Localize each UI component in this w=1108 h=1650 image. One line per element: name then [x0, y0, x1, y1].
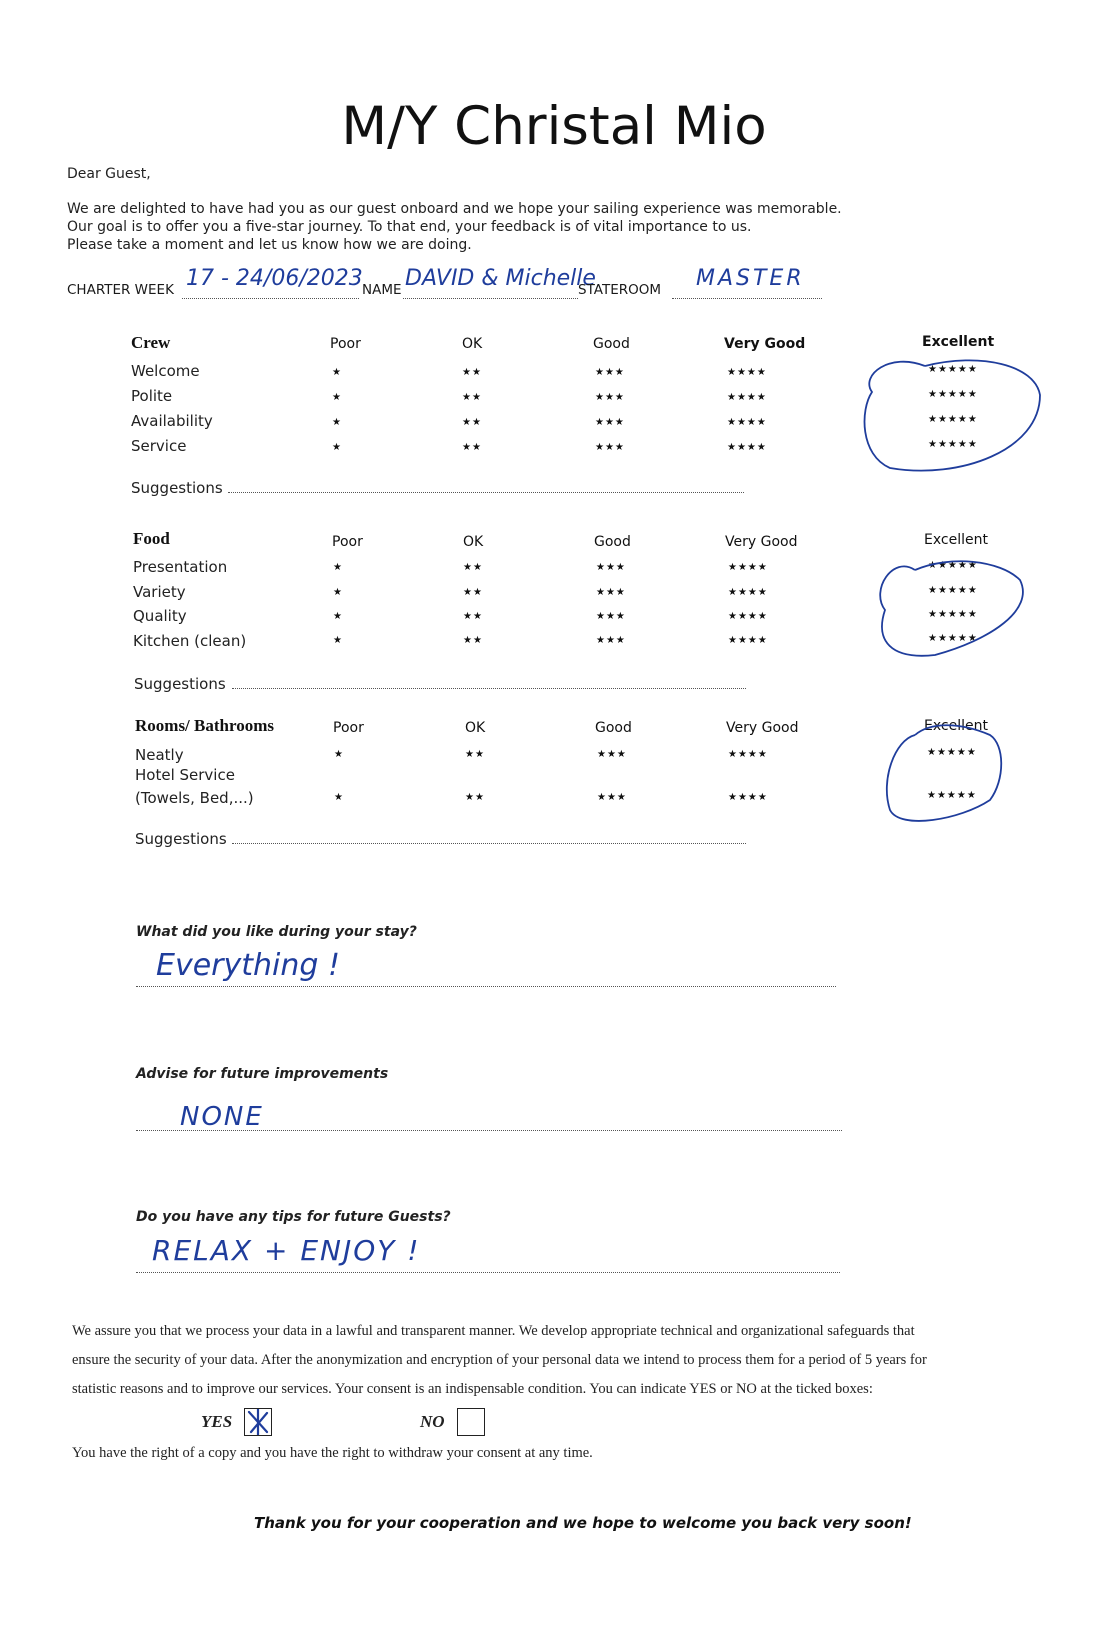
rooms-col-ok: OK [465, 720, 486, 736]
name-label: NAME [362, 282, 402, 298]
rooms-col-excellent: Excellent [924, 718, 988, 734]
stateroom-value[interactable]: MASTER [696, 266, 805, 291]
answer-liked-line [136, 986, 836, 987]
crew-polite-very-good[interactable]: ★★★★ [727, 392, 767, 403]
food-quality-poor[interactable]: ★ [333, 611, 343, 622]
check-mark-icon [245, 1409, 271, 1435]
intro-line-1: We are delighted to have had you as our guest onboard and we hope your sailing experience was memorable. [67, 201, 842, 217]
crew-welcome-good[interactable]: ★★★ [595, 367, 625, 378]
crew-welcome-very-good[interactable]: ★★★★ [727, 367, 767, 378]
food-quality-very-good[interactable]: ★★★★ [728, 611, 768, 622]
food-quality-excellent[interactable]: ★★★★★ [928, 609, 978, 620]
food-kitchen-poor[interactable]: ★ [333, 635, 343, 646]
food-col-excellent: Excellent [924, 532, 988, 548]
crew-welcome-ok[interactable]: ★★ [462, 367, 482, 378]
crew-availability-excellent[interactable]: ★★★★★ [928, 414, 978, 425]
rooms-col-good: Good [595, 720, 632, 736]
crew-row-availability: Availability [131, 412, 213, 430]
page-title: M/Y Christal Mio [341, 96, 767, 157]
rooms-neatly-very-good[interactable]: ★★★★ [728, 749, 768, 760]
consent-no-label: NO [420, 1412, 445, 1431]
food-kitchen-ok[interactable]: ★★ [463, 635, 483, 646]
rooms-row-hotel-service: Hotel Service [135, 766, 235, 784]
food-col-good: Good [594, 534, 631, 550]
rooms-suggestions-label: Suggestions [135, 830, 227, 848]
crew-polite-good[interactable]: ★★★ [595, 392, 625, 403]
rooms-excellent-circle [887, 725, 1001, 821]
name-line [403, 298, 578, 299]
rooms-neatly-poor[interactable]: ★ [334, 749, 344, 760]
crew-row-welcome: Welcome [131, 362, 200, 380]
crew-suggestions-label: Suggestions [131, 479, 223, 497]
crew-col-ok: OK [462, 336, 483, 352]
food-title: Food [133, 529, 170, 548]
consent-yes-checkbox[interactable] [244, 1408, 272, 1436]
legal-line-1: We assure you that we process your data in a lawful and transparent manner. We develop appropriate technical and organizational safeguards that [72, 1323, 915, 1339]
consent-no-checkbox[interactable] [457, 1408, 485, 1436]
food-suggestions-label: Suggestions [134, 675, 226, 693]
crew-row-service: Service [131, 437, 187, 455]
food-row-variety: Variety [133, 583, 186, 601]
crew-service-excellent[interactable]: ★★★★★ [928, 439, 978, 450]
food-suggestions-field[interactable] [232, 688, 746, 689]
rooms-col-very-good: Very Good [726, 720, 799, 736]
crew-polite-excellent[interactable]: ★★★★★ [928, 389, 978, 400]
rooms-hotel-service-very-good[interactable]: ★★★★ [728, 792, 768, 803]
crew-col-good: Good [593, 336, 630, 352]
food-presentation-good[interactable]: ★★★ [596, 562, 626, 573]
crew-availability-poor[interactable]: ★ [332, 417, 342, 428]
crew-availability-very-good[interactable]: ★★★★ [727, 417, 767, 428]
crew-availability-good[interactable]: ★★★ [595, 417, 625, 428]
legal-line-2: ensure the security of your data. After the anonymization and encryption of your personal data we intend to process them for a period of 5 years for [72, 1352, 927, 1368]
food-kitchen-good[interactable]: ★★★ [596, 635, 626, 646]
charter-week-value[interactable]: 17 - 24/06/2023 [186, 266, 363, 291]
question-liked: What did you like during your stay? [136, 924, 417, 940]
food-row-kitchen: Kitchen (clean) [133, 632, 247, 650]
food-presentation-very-good[interactable]: ★★★★ [728, 562, 768, 573]
food-quality-good[interactable]: ★★★ [596, 611, 626, 622]
food-col-ok: OK [463, 534, 484, 550]
rights-text: You have the right of a copy and you have the right to withdraw your consent at any time. [72, 1445, 593, 1461]
rooms-hotel-service-good[interactable]: ★★★ [597, 792, 627, 803]
intro-line-2: Our goal is to offer you a five-star journey. To that end, your feedback is of vital importance to us. [67, 219, 752, 235]
legal-line-3: statistic reasons and to improve our services. Your consent is an indispensable condition. You can indicate YES or NO at the ticked boxes: [72, 1381, 873, 1397]
rooms-row-neatly: Neatly [135, 746, 184, 764]
answer-liked[interactable]: Everything ! [156, 948, 340, 983]
food-presentation-excellent[interactable]: ★★★★★ [928, 560, 978, 571]
food-variety-excellent[interactable]: ★★★★★ [928, 585, 978, 596]
answer-advise[interactable]: NONE [180, 1102, 264, 1132]
name-value[interactable]: DAVID & Michelle [405, 266, 596, 291]
rooms-neatly-excellent[interactable]: ★★★★★ [927, 747, 977, 758]
crew-welcome-poor[interactable]: ★ [332, 367, 342, 378]
rooms-title: Rooms/ Bathrooms [135, 716, 274, 735]
food-variety-poor[interactable]: ★ [333, 587, 343, 598]
food-kitchen-very-good[interactable]: ★★★★ [728, 635, 768, 646]
rooms-row-towels-bed: (Towels, Bed,...) [135, 789, 254, 807]
charter-week-line [182, 298, 359, 299]
crew-service-good[interactable]: ★★★ [595, 442, 625, 453]
food-variety-ok[interactable]: ★★ [463, 587, 483, 598]
food-row-quality: Quality [133, 607, 187, 625]
crew-service-very-good[interactable]: ★★★★ [727, 442, 767, 453]
food-kitchen-excellent[interactable]: ★★★★★ [928, 633, 978, 644]
rooms-neatly-good[interactable]: ★★★ [597, 749, 627, 760]
rooms-hotel-service-excellent[interactable]: ★★★★★ [927, 790, 977, 801]
stateroom-label: STATEROOM [578, 282, 662, 298]
crew-title: Crew [131, 333, 171, 352]
crew-row-polite: Polite [131, 387, 173, 405]
intro-line-3: Please take a moment and let us know how we are doing. [67, 237, 472, 253]
food-quality-ok[interactable]: ★★ [463, 611, 483, 622]
crew-service-poor[interactable]: ★ [332, 442, 342, 453]
rooms-neatly-ok[interactable]: ★★ [465, 749, 485, 760]
food-row-presentation: Presentation [133, 558, 228, 576]
stateroom-line [672, 298, 822, 299]
food-variety-good[interactable]: ★★★ [596, 587, 626, 598]
crew-polite-poor[interactable]: ★ [332, 392, 342, 403]
consent-yes-label: YES [201, 1412, 233, 1431]
rooms-hotel-service-ok[interactable]: ★★ [465, 792, 485, 803]
crew-suggestions-field[interactable] [228, 492, 744, 493]
crew-welcome-excellent[interactable]: ★★★★★ [928, 364, 978, 375]
food-col-very-good: Very Good [725, 534, 798, 550]
rooms-suggestions-field[interactable] [232, 843, 746, 844]
food-variety-very-good[interactable]: ★★★★ [728, 587, 768, 598]
answer-tips-line [136, 1272, 840, 1273]
food-col-poor: Poor [332, 534, 363, 550]
rooms-col-poor: Poor [333, 720, 364, 736]
crew-col-excellent: Excellent [922, 334, 995, 350]
food-presentation-poor[interactable]: ★ [333, 562, 343, 573]
question-tips: Do you have any tips for future Guests? [136, 1209, 451, 1225]
rooms-hotel-service-poor[interactable]: ★ [334, 792, 344, 803]
answer-tips[interactable]: RELAX + ENJOY ! [152, 1234, 421, 1267]
crew-service-ok[interactable]: ★★ [462, 442, 482, 453]
question-advise: Advise for future improvements [136, 1066, 389, 1082]
crew-polite-ok[interactable]: ★★ [462, 392, 482, 403]
thanks-text: Thank you for your cooperation and we hope to welcome you back very soon! [254, 1514, 912, 1532]
charter-week-label: CHARTER WEEK [67, 282, 174, 298]
crew-availability-ok[interactable]: ★★ [462, 417, 482, 428]
food-presentation-ok[interactable]: ★★ [463, 562, 483, 573]
crew-col-very-good: Very Good [724, 336, 806, 352]
greeting: Dear Guest, [67, 166, 151, 182]
crew-col-poor: Poor [330, 336, 361, 352]
